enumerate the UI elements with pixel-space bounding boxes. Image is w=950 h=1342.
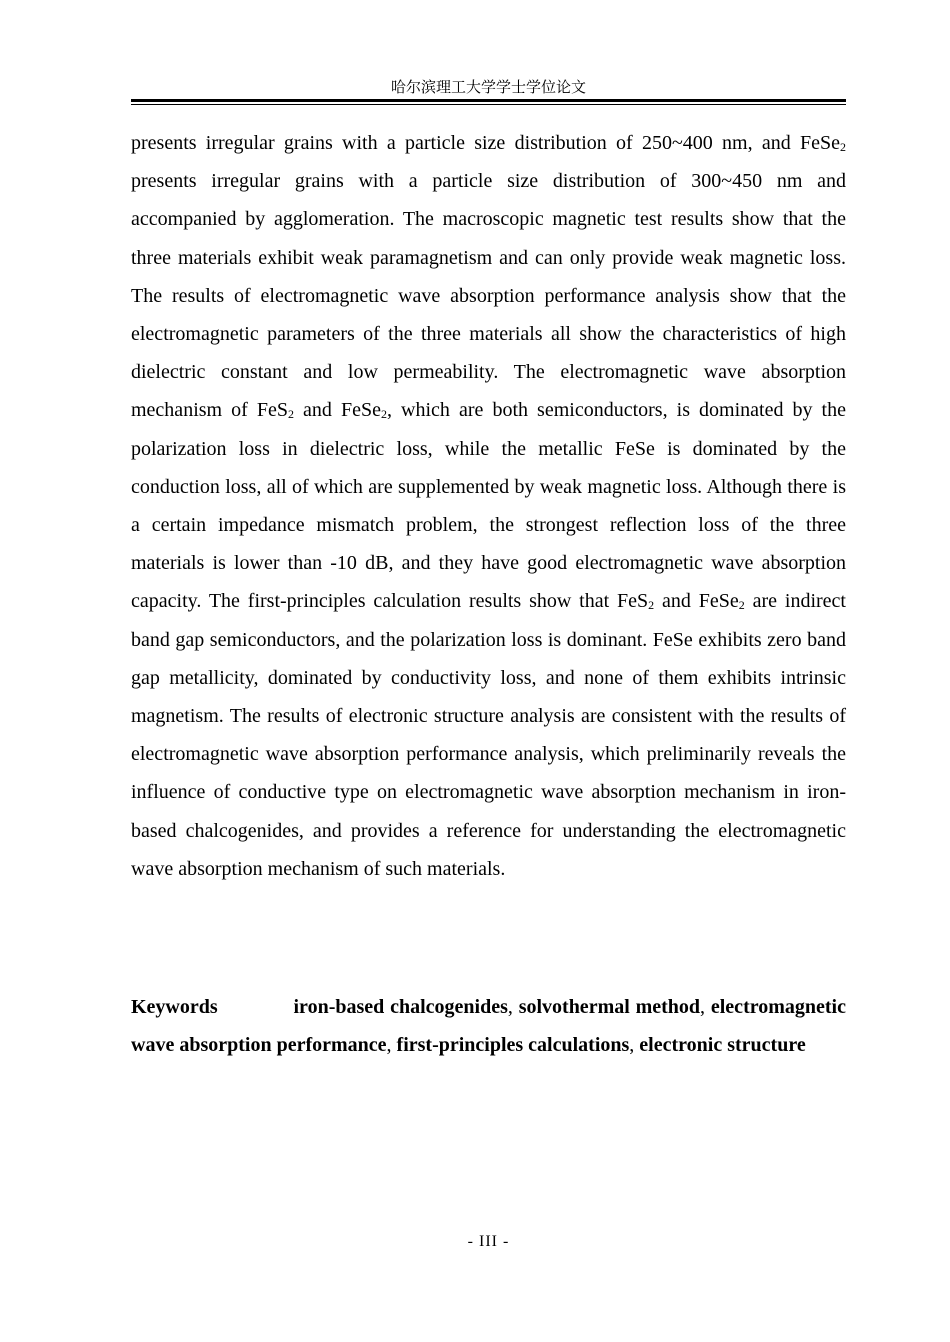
page-number: - III -	[467, 1233, 510, 1250]
body-text-segment: , which are both semiconductors, is dominated by the polarization loss in dielectric loss, while the metallic FeSe is dominated by the conduction loss, all of which are supplemented by weak magnetic loss. Although there is a certain impedance mismatch problem, the strongest reflection loss of the three materials is lower than -10 dB, and they have good electromagnetic wave absorption capacity. The first-principles calculation results show that FeS	[131, 399, 846, 613]
body-text-segment: and FeSe	[293, 399, 381, 422]
keywords-label: Keywords	[131, 996, 218, 1018]
keyword-item: iron-based chalcogenides	[293, 996, 508, 1018]
body-text-segment: and FeSe	[654, 590, 739, 613]
body-text-segment: presents irregular grains with a particle size distribution of 250~400 nm, and FeSe	[131, 132, 840, 154]
subscript-digit: 2	[287, 407, 294, 422]
subscript-digit: 2	[648, 598, 655, 613]
keyword-item: electronic structure	[639, 1034, 806, 1057]
body-text-segment: presents irregular grains with a particle size distribution of 300~450 nm and accompanied by agglomeration. The macroscopic magnetic test results show that the three materials exhibit weak paramagnetism and can only provide weak magnetic loss. The results of electromagnetic wave absorption performance analysis show that the electromagnetic parameters of the three materials all show the characteristics of high dielectric constant and low permeability. The electromagnetic wave absorption mechanism of FeS	[131, 170, 846, 422]
keyword-separator: ,	[507, 996, 513, 1018]
keyword-item: solvothermal method	[518, 996, 701, 1018]
subscript-digit: 2	[840, 140, 846, 154]
keyword-separator: ,	[386, 1034, 392, 1057]
running-header: 哈尔滨理工大学学士学位论文	[390, 78, 586, 96]
header-rule-thick	[131, 99, 846, 102]
body-text-segment: are indirect band gap semiconductors, and the polarization loss is dominant. FeSe exhibits zero band gap metallicity, dominated by conductivity loss, and none of them exhibits intrinsic magnetism. The results of electronic structure analysis are consistent with the results of electromagnetic wave absorption performance analysis, which preliminarily reveals the influence of conductive type on electromagnetic wave absorption mechanism in iron-based chalcogenides, and provides a reference for understanding the electromagnetic wave absorption mechanism of such materials.	[131, 590, 846, 880]
subscript-digit: 2	[380, 407, 387, 422]
keyword-item: electromagnetic wave absorption performance	[131, 996, 846, 1057]
abstract-body-paragraph	[131, 124, 846, 888]
keyword-separator: ,	[700, 996, 706, 1018]
keyword-separator: ,	[629, 1034, 635, 1057]
keywords-paragraph	[131, 988, 846, 1064]
subscript-digit: 2	[738, 598, 745, 613]
keyword-item: first-principles calculations	[396, 1034, 630, 1057]
header-rule-thin	[131, 104, 846, 105]
